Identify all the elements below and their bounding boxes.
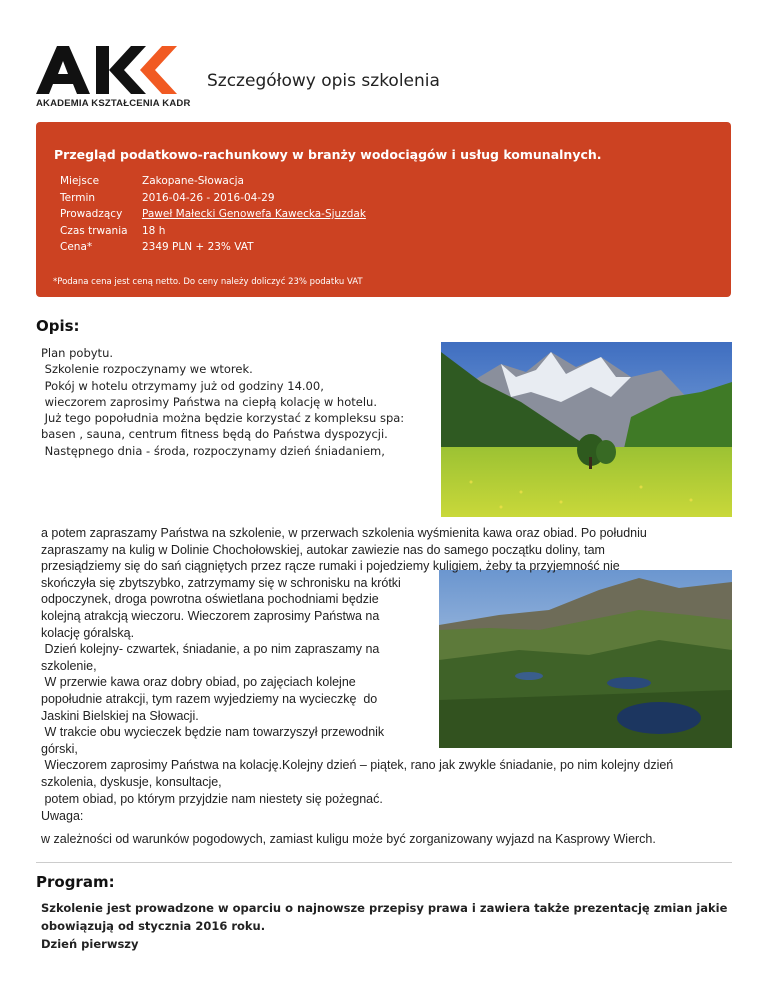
program-heading: Program: [36, 873, 115, 891]
section-divider [36, 862, 732, 863]
description-heading: Opis: [36, 317, 80, 335]
description-line: Już tego popołudnia można będzie korzystać z kompleksu spa: [41, 411, 405, 426]
description-line: zapraszamy na kulig w Dolinie Chochołowskiej, autokar zawiezie nas do samego początku doliny, tam [41, 542, 605, 557]
description-line: wieczorem zaprosimy Państwa na ciepłą kolację w hotelu. [41, 394, 377, 409]
page-title: Szczegółowy opis szkolenia [207, 71, 440, 91]
description-part-1 [41, 345, 436, 459]
logo-mark [36, 44, 181, 96]
description-line: skończyła się zbytszybko, zatrzymamy się w schronisku na krótki [41, 575, 401, 590]
description-line: przesiądziemy się do sań ciągniętych przez rącze rumaki i pojedziemy kuligiem, żeby ta przyjemność nie [41, 559, 620, 574]
program-day-1: Dzień pierwszy [41, 937, 139, 951]
course-details-table [60, 175, 366, 258]
logo-subtitle: AKADEMIA KSZTAŁCENIA KADR [36, 98, 191, 109]
description-line: szkolenie, [41, 658, 97, 673]
course-title: Przegląd podatkowo-rachunkowy w branży wodociągów i usług komunalnych. [54, 147, 602, 162]
trainer-link[interactable]: Paweł Małecki Genowefa Kawecka-Sjuzdak [142, 208, 366, 220]
detail-value: 18 h [142, 224, 166, 237]
description-line: odpoczynek, droga powrotna oświetlana pochodniami będzie [41, 592, 379, 607]
detail-value: 2016-04-26 - 2016-04-29 [142, 191, 275, 204]
description-line: Jaskini Bielskiej na Słowacji. [41, 708, 199, 723]
description-line: kolację góralską. [41, 625, 135, 640]
description-line: Wieczorem zaprosimy Państwa na kolację.Kolejny dzień – piątek, rano jak zwykle śniadanie, po nim kolejny dzień [41, 758, 674, 773]
detail-value: 2349 PLN + 23% VAT [142, 241, 254, 253]
description-line: Pokój w hotelu otrzymamy już od godziny 14.00, [41, 378, 324, 393]
description-line: Plan pobytu. [41, 346, 114, 360]
detail-label: Termin [60, 191, 96, 204]
note-text: w zależności od warunków pogodowych, zamiast kuligu może być zorganizowany wyjazd na Kasprowy Wierch. [41, 832, 656, 846]
detail-row-price [60, 241, 366, 258]
description-line: basen , sauna, centrum fitness będą do Państwa dyspozycji. [41, 427, 388, 442]
detail-label: Prowadzący [60, 208, 123, 220]
detail-row-place [60, 175, 366, 192]
mountain-valley-photo [441, 342, 732, 517]
description-line: W przerwie kawa oraz dobry obiad, po zajęciach kolejne [41, 675, 356, 690]
description-part-2 [41, 525, 741, 807]
detail-label: Miejsce [60, 175, 100, 187]
course-info-panel [36, 122, 731, 297]
description-line: szkolenia, dyskusje, konsultacje, [41, 774, 222, 789]
description-line: kolejną atrakcją wieczoru. Wieczorem zaprosimy Państwa na [41, 608, 380, 623]
description-line: Szkolenie rozpoczynamy we wtorek. [41, 362, 253, 377]
detail-row-date [60, 192, 366, 209]
description-line: górski, [41, 741, 78, 756]
description-line: popołudnie atrakcji, tym razem wyjedziemy na wycieczkę do [41, 691, 378, 706]
note-label: Uwaga: [41, 809, 84, 823]
logo [36, 44, 191, 114]
description-line: Następnego dnia - środa, rozpoczynamy dzień śniadaniem, [41, 443, 385, 458]
price-note: *Podana cena jest ceną netto. Do ceny należy doliczyć 23% podatku VAT [53, 277, 363, 287]
description-line: potem obiad, po którym przyjdzie nam niestety się pożegnać. [41, 791, 383, 806]
program-intro: Szkolenie jest prowadzone w oparciu o najnowsze przepisy prawa i zawiera także prezentację zmian jakie obowiązują od stycznia 2016 roku. [41, 901, 728, 933]
description-line: Dzień kolejny- czwartek, śniadanie, a po nim zapraszamy na [41, 642, 380, 657]
description-line: a potem zapraszamy Państwa na szkolenie, w przerwach szkolenia wyśmienita kawa oraz obiad. Po południu [41, 526, 647, 540]
detail-row-duration [60, 225, 366, 242]
detail-value: Zakopane-Słowacja [142, 175, 244, 187]
description-line: W trakcie obu wycieczek będzie nam towarzyszył przewodnik [41, 725, 385, 740]
detail-label: Czas trwania [60, 224, 128, 237]
detail-label: Cena* [60, 241, 93, 253]
detail-row-trainer [60, 208, 366, 225]
